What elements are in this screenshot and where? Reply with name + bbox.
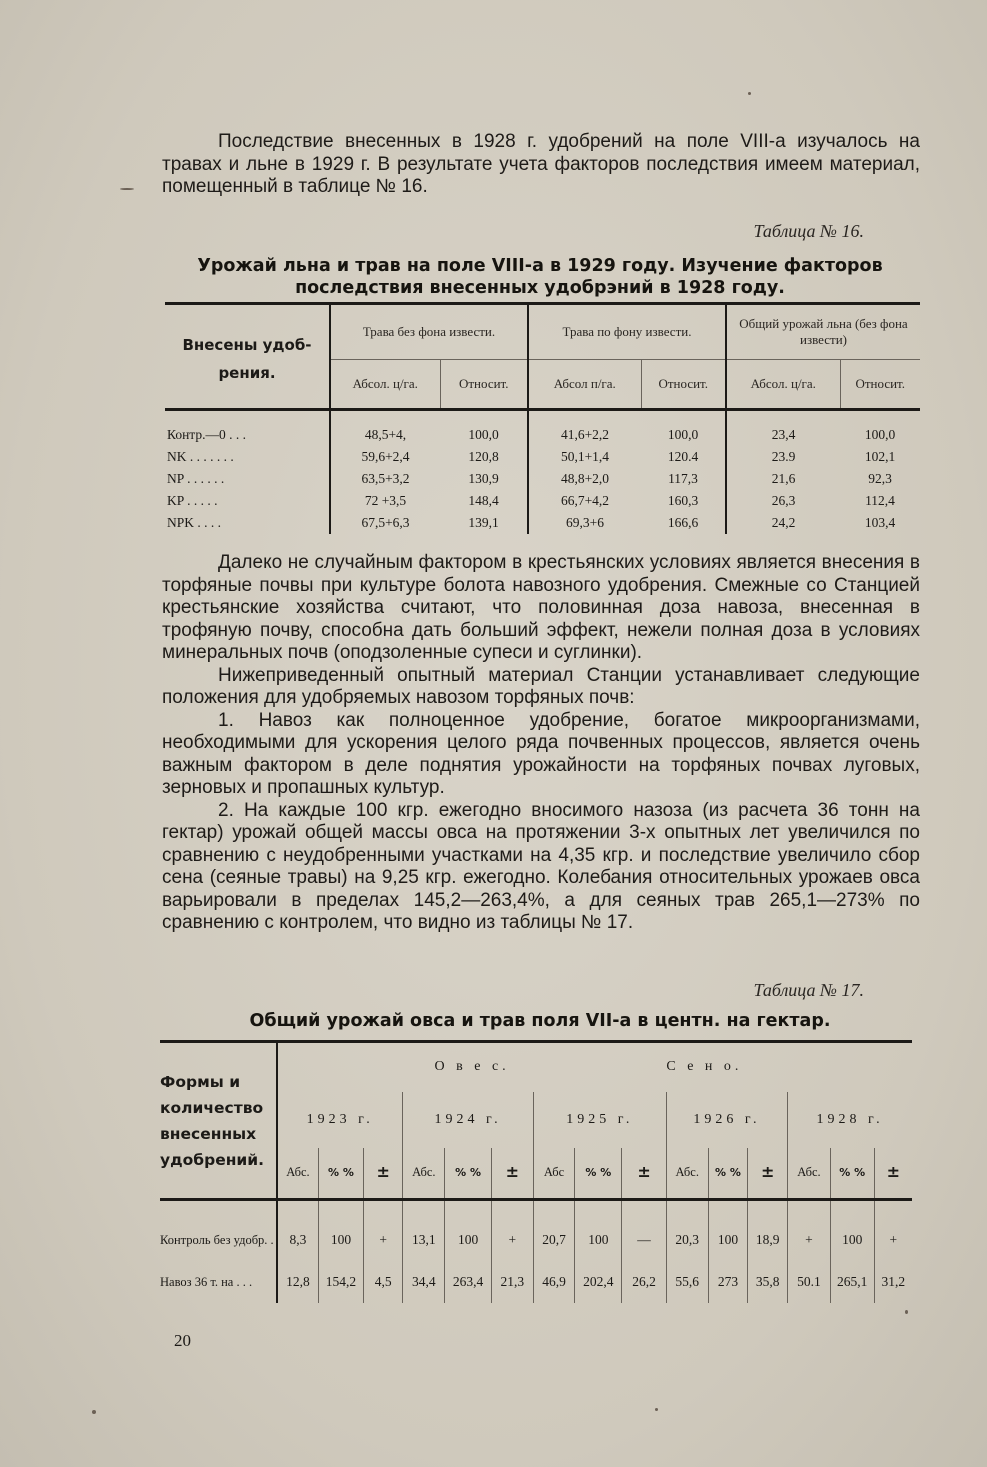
t16-cell: 69,3+6 [566, 514, 604, 530]
t17-cell: 20,3 [666, 1200, 708, 1262]
table17 [160, 1040, 912, 1303]
t16-cell: 103,4 [864, 514, 896, 530]
t16-group-2: Трава по фону извести. [528, 304, 726, 360]
t17-sub-pct: % % [575, 1148, 622, 1200]
t16-row-label: NP . . . . . . [165, 468, 330, 490]
t16-cell: 59,6+2,4 [361, 448, 410, 464]
table16 [165, 302, 920, 534]
t17-crop-oats: О в е с. [434, 1059, 510, 1075]
t17-sub-pm: ± [886, 1161, 900, 1181]
t16-cell: 72 +3,5 [364, 492, 407, 508]
t17-year: 1923 г. [277, 1092, 403, 1148]
t16-row-label: NPK . . . . [165, 512, 330, 534]
t16-cell: 67,5+6,3 [361, 514, 410, 530]
t16-cell: 48,8+2,0 [560, 470, 610, 486]
t16-row [165, 424, 920, 446]
t16-row [165, 446, 920, 468]
paper-speck [905, 1310, 908, 1314]
t16-sub-abs-3: Абсол. ц/га. [726, 360, 840, 410]
t17-cell: 31,2 [881, 1274, 906, 1289]
t16-row [165, 490, 920, 512]
t16-cell: 102,1 [864, 448, 896, 464]
t16-row-label: Контр.—0 . . . [165, 424, 330, 446]
page-number: 20 [174, 1331, 191, 1350]
t17-year: 1925 г. [533, 1092, 666, 1148]
paper-speck [120, 188, 134, 190]
t16-cell: 63,5+3,2 [361, 470, 410, 486]
paper-speck [655, 1408, 658, 1411]
t17-cell: 46,9 [533, 1261, 575, 1303]
t16-cell: 100,0 [641, 424, 726, 446]
t17-cell: 34,4 [403, 1261, 445, 1303]
t16-row [165, 512, 920, 534]
t17-cell: + [788, 1200, 831, 1262]
t17-row [160, 1200, 912, 1262]
t17-cell: 8,3 [277, 1200, 319, 1262]
t16-cell: 24,2 [771, 514, 796, 530]
t17-cell: 273 [708, 1261, 748, 1303]
t17-cell: — [622, 1200, 667, 1262]
t16-cell: 48,5+4, [364, 426, 407, 442]
t16-cell: 21,6 [771, 470, 796, 486]
t16-cell: 26,3 [771, 492, 796, 508]
t16-cell: 41,6+2,2 [560, 426, 610, 442]
t17-cell: 202,4 [575, 1261, 622, 1303]
t16-cell: 166,6 [641, 512, 726, 534]
t16-cell: 160,3 [641, 490, 726, 512]
t17-cell: 35,8 [748, 1261, 788, 1303]
t17-sub-pm: ± [363, 1148, 403, 1200]
t17-cell: 50.1 [788, 1261, 831, 1303]
t17-sub-pm: ± [622, 1148, 667, 1200]
t16-cell: 23,4 [771, 426, 796, 442]
t16-group-3: Общий урожай льна (без фона извести) [726, 304, 920, 360]
t17-cell: 154,2 [319, 1261, 364, 1303]
t17-cell: 18,9 [748, 1200, 788, 1262]
body-text [162, 552, 920, 935]
t17-cell: 265,1 [830, 1261, 874, 1303]
t17-cell: 12,8 [277, 1261, 319, 1303]
t16-row [165, 468, 920, 490]
t16-cell: 66,7+4,2 [560, 492, 610, 508]
t17-year: 1928 г. [816, 1111, 884, 1127]
t16-cell: 117,3 [641, 468, 726, 490]
paragraph: Далеко не случайным фактором в крестьянских условиях является внесения в торфяные почвы при культуре болота навозного удобрения. Смежные со Станцией крестьянские хозяйства считают, что половинная доза навоза, внесенная в трофяную почву, способна дать больший эффект, нежели полная доза в условиях минеральных почв (оподзоленные супеси и суглинки). [162, 552, 920, 663]
t17-sub-pm: ± [491, 1148, 533, 1200]
t16-group-1: Трава без фона извести. [330, 304, 528, 360]
t17-cell: 55,6 [666, 1261, 708, 1303]
t16-row-label: KP . . . . . [165, 490, 330, 512]
t16-sub-rel-1: Относит. [440, 360, 528, 410]
t17-cell: 100 [319, 1200, 364, 1262]
t17-sub-pct: % % [319, 1148, 364, 1200]
table17-title: Общий урожай овса и трав поля VII-а в центн. на гектар. [249, 1011, 831, 1031]
paragraph: Нижеприведенный опытный материал Станции устанавливает следующие положения для удобряемых навозом торфяных почв: [162, 664, 920, 708]
t16-cell: 120.4 [641, 446, 726, 468]
t16-cell: 139,1 [440, 512, 528, 534]
t16-sub-rel-3: Относит. [855, 376, 906, 391]
t17-rowheader: Формы и количество внесенных удобрений. [160, 1042, 277, 1200]
paper-speck [748, 92, 751, 95]
t17-sub-abs: Абс. [403, 1148, 445, 1200]
t16-cell: 92,3 [868, 470, 892, 486]
t17-sub-pct: % % [830, 1148, 874, 1200]
t17-cell: 100 [575, 1200, 622, 1262]
t17-cell: 4,5 [363, 1261, 403, 1303]
t17-cell: 100 [830, 1200, 874, 1262]
paper-speck [92, 1410, 96, 1414]
t17-sub-abs: Абс. [666, 1148, 708, 1200]
t16-sub-abs-2: Абсол п/га. [528, 360, 641, 410]
intro-paragraph: Последствие внесенных в 1928 г. удобрений на поле VIII-а изучалось на травах и льне в 1929 г. В результате учета факторов последствия имеем материал, помещенный в таблице № 16. [162, 131, 920, 197]
t17-sub-pct: % % [445, 1148, 492, 1200]
paragraph: 1. Навоз как полноценное удобрение, богатое микроорганизмами, необходимыми для ускорения целого ряда почвенных процессов, является очень важным фактором в деле поднятия урожайности на торфяных почвах луговых, зерновых и пропашных культур. [162, 709, 920, 798]
t17-cell: 20,7 [533, 1200, 575, 1262]
t17-year: 1924 г. [403, 1092, 533, 1148]
t17-sub-pct: % % [708, 1148, 748, 1200]
table16-caption: Таблица № 16. [753, 221, 864, 241]
t16-row-label: NK . . . . . . . [165, 446, 330, 468]
t17-cell: 263,4 [445, 1261, 492, 1303]
t17-row-label: Контроль без удобр. . [160, 1200, 277, 1262]
t17-cell: + [363, 1200, 403, 1262]
t17-cell: 13,1 [403, 1200, 445, 1262]
t16-cell: 120,8 [440, 446, 528, 468]
t16-sub-abs-1: Абсол. ц/га. [330, 360, 440, 410]
t16-cell: 112,4 [865, 492, 895, 508]
t16-rowheader-top: Внесены удоб- [165, 304, 330, 360]
t17-cell: 100 [445, 1200, 492, 1262]
t16-sub-rel-2: Относит. [641, 360, 726, 410]
t17-sub-abs: Абс [533, 1148, 575, 1200]
t16-cell: 130,9 [440, 468, 528, 490]
t16-cell: 50,1+1,4 [560, 448, 610, 464]
t17-sub-abs: Абс. [277, 1148, 319, 1200]
t17-year: 1926 г. [666, 1092, 787, 1148]
t17-row-label: Навоз 36 т. на . . . [160, 1261, 277, 1303]
t16-cell: 23.9 [771, 448, 796, 464]
t17-cell: + [889, 1232, 898, 1247]
t17-crop-hay: С е н о. [666, 1059, 743, 1075]
t17-cell: 21,3 [491, 1261, 533, 1303]
t17-cell: 26,2 [622, 1261, 667, 1303]
table17-caption: Таблица № 17. [753, 980, 864, 1000]
t17-row [160, 1261, 912, 1303]
t17-sub-abs: Абс. [788, 1148, 831, 1200]
t17-sub-pm: ± [748, 1148, 788, 1200]
t16-rowheader-bottom: рения. [165, 360, 330, 410]
t16-cell: 100,0 [864, 426, 896, 442]
paragraph: 2. На каждые 100 кгр. ежегодно вносимого назоза (из расчета 36 тонн на гектар) урожай общей массы овса на протяжении 3-х опытных лет увеличился по сравнению с неудобренными участками на 4,35 кгр. и последствие увеличило сбор сена (сеяные травы) на 9,25 кгр. ежегодно. Колебания относительных урожаев овса варьировали в пределах 145,2—263,4%, а для сеяных трав 265,1—273% по сравнению с контролем, что видно из таблицы № 17. [162, 799, 920, 933]
t17-cell: + [491, 1200, 533, 1262]
t16-cell: 100,0 [440, 424, 528, 446]
table16-title: Урожай льна и трав на поле VIII-а в 1929 году. Изучение факторов последствия внесенных удобрэний в 1928 году. [197, 256, 883, 298]
t17-cell: 100 [708, 1200, 748, 1262]
t16-cell: 148,4 [440, 490, 528, 512]
